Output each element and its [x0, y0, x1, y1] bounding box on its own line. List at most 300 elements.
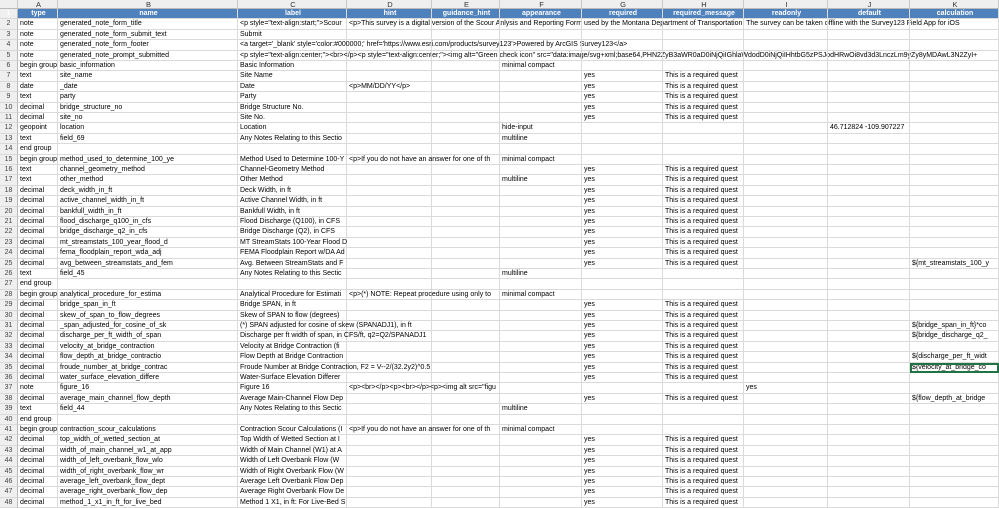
- cell-A[interactable]: decimal: [18, 467, 58, 477]
- cell-D[interactable]: [347, 342, 432, 352]
- cell-J[interactable]: [828, 498, 910, 508]
- cell-K[interactable]: [910, 92, 999, 102]
- cell-B[interactable]: [58, 144, 238, 154]
- cell-I[interactable]: [744, 61, 828, 71]
- cell-D[interactable]: [347, 331, 432, 341]
- cell-G[interactable]: yes: [582, 238, 663, 248]
- cell-G[interactable]: [582, 30, 663, 40]
- row-number[interactable]: 42: [0, 435, 18, 445]
- cell-K[interactable]: [910, 311, 999, 321]
- cell-B[interactable]: top_width_of_wetted_section_at: [58, 435, 238, 445]
- column-letter-B[interactable]: B: [58, 0, 238, 9]
- cell-E[interactable]: [432, 61, 500, 71]
- cell-B[interactable]: generated_note_form_submit_text: [58, 30, 238, 40]
- cell-H[interactable]: [663, 19, 744, 29]
- cell-A[interactable]: decimal: [18, 342, 58, 352]
- cell-G[interactable]: [582, 61, 663, 71]
- cell-G[interactable]: yes: [582, 207, 663, 217]
- row-number[interactable]: 2: [0, 19, 18, 29]
- cell-G[interactable]: [582, 40, 663, 50]
- cell-C[interactable]: Average Main-Channel Flow Dep: [238, 394, 347, 404]
- cell-D[interactable]: [347, 394, 432, 404]
- cell-H[interactable]: [663, 383, 744, 393]
- cell-J[interactable]: [828, 196, 910, 206]
- cell-H[interactable]: [663, 425, 744, 435]
- cell-D[interactable]: <p>MM/DD/YY</p>: [347, 82, 432, 92]
- cell-B[interactable]: froude_number_at_bridge_contrac: [58, 363, 238, 373]
- column-letter-E[interactable]: E: [432, 0, 500, 9]
- cell-A[interactable]: decimal: [18, 435, 58, 445]
- cell-I[interactable]: [744, 467, 828, 477]
- cell-F[interactable]: [500, 311, 582, 321]
- cell-C[interactable]: Channel-Geometry Method: [238, 165, 347, 175]
- cell-H[interactable]: This is a required quest: [663, 435, 744, 445]
- row-number[interactable]: 6: [0, 61, 18, 71]
- cell-I[interactable]: [744, 217, 828, 227]
- cell-H[interactable]: This is a required quest: [663, 259, 744, 269]
- row-number[interactable]: 46: [0, 477, 18, 487]
- cell-C[interactable]: Water-Surface Elevation Differer: [238, 373, 347, 383]
- row-number[interactable]: 38: [0, 394, 18, 404]
- cell-I[interactable]: [744, 269, 828, 279]
- cell-G[interactable]: yes: [582, 227, 663, 237]
- cell-D[interactable]: [347, 269, 432, 279]
- cell-F[interactable]: [500, 352, 582, 362]
- cell-C[interactable]: Flow Depth at Bridge Contraction: [238, 352, 347, 362]
- cell-B[interactable]: field_69: [58, 134, 238, 144]
- cell-A[interactable]: decimal: [18, 217, 58, 227]
- column-letter-K[interactable]: K: [910, 0, 999, 9]
- row-number[interactable]: 44: [0, 456, 18, 466]
- cell-F[interactable]: [500, 51, 582, 61]
- row-number[interactable]: 29: [0, 300, 18, 310]
- cell-F[interactable]: multiline: [500, 134, 582, 144]
- cell-A[interactable]: geopoint: [18, 123, 58, 133]
- cell-D[interactable]: [347, 71, 432, 81]
- cell-E[interactable]: [432, 103, 500, 113]
- cell-I[interactable]: [744, 363, 828, 373]
- cell-K[interactable]: [910, 279, 999, 289]
- cell-H[interactable]: This is a required quest: [663, 186, 744, 196]
- cell-C[interactable]: Any Notes Relating to this Sectic: [238, 404, 347, 414]
- cell-E[interactable]: [432, 155, 500, 165]
- cell-B[interactable]: skew_of_span_to_flow_degrees: [58, 311, 238, 321]
- header-appearance[interactable]: appearance: [500, 9, 582, 19]
- cell-D[interactable]: [347, 175, 432, 185]
- cell-D[interactable]: [347, 456, 432, 466]
- cell-K[interactable]: [910, 144, 999, 154]
- cell-I[interactable]: [744, 155, 828, 165]
- cell-I[interactable]: [744, 415, 828, 425]
- cell-K[interactable]: [910, 123, 999, 133]
- cell-E[interactable]: [432, 82, 500, 92]
- cell-I[interactable]: [744, 498, 828, 508]
- cell-E[interactable]: [432, 123, 500, 133]
- row-number[interactable]: 39: [0, 404, 18, 414]
- cell-G[interactable]: yes: [582, 435, 663, 445]
- cell-E[interactable]: [432, 279, 500, 289]
- cell-C[interactable]: Contraction Scour Calculations (I: [238, 425, 347, 435]
- cell-F[interactable]: [500, 300, 582, 310]
- cell-A[interactable]: decimal: [18, 498, 58, 508]
- cell-C[interactable]: Method Used to Determine 100-Y: [238, 155, 347, 165]
- cell-J[interactable]: [828, 435, 910, 445]
- cell-A[interactable]: decimal: [18, 477, 58, 487]
- cell-J[interactable]: [828, 311, 910, 321]
- cell-I[interactable]: [744, 290, 828, 300]
- cell-B[interactable]: field_45: [58, 269, 238, 279]
- cell-E[interactable]: [432, 134, 500, 144]
- cell-E[interactable]: [432, 51, 500, 61]
- cell-D[interactable]: <p>(*) NOTE: Repeat procedure using only to: [347, 290, 432, 300]
- cell-G[interactable]: yes: [582, 217, 663, 227]
- cell-B[interactable]: average_left_overbank_flow_dept: [58, 477, 238, 487]
- cell-K[interactable]: [910, 82, 999, 92]
- cell-J[interactable]: [828, 383, 910, 393]
- cell-D[interactable]: [347, 373, 432, 383]
- cell-D[interactable]: [347, 487, 432, 497]
- cell-G[interactable]: [582, 144, 663, 154]
- cell-J[interactable]: [828, 331, 910, 341]
- cell-A[interactable]: begin group: [18, 61, 58, 71]
- cell-F[interactable]: [500, 248, 582, 258]
- cell-H[interactable]: This is a required quest: [663, 71, 744, 81]
- cell-D[interactable]: [347, 165, 432, 175]
- cell-D[interactable]: [347, 238, 432, 248]
- cell-B[interactable]: flow_depth_at_bridge_contractio: [58, 352, 238, 362]
- cell-G[interactable]: yes: [582, 186, 663, 196]
- cell-E[interactable]: [432, 30, 500, 40]
- cell-H[interactable]: [663, 30, 744, 40]
- cell-C[interactable]: Site Name: [238, 71, 347, 81]
- row-number[interactable]: 31: [0, 321, 18, 331]
- cell-B[interactable]: contraction_scour_calculations: [58, 425, 238, 435]
- cell-C[interactable]: <p style="text-align:center;"><br></p><p style="text-align:center;"><img alt="Green check icon" src="data:image/svg+xml;base64,PHN2ZyB3aWR0aD0iNjQiIGhlaWdodD0iNjQiIHhtbG5zPSJodHRwOi8vd3d3LnczLm9yZy8yMDAwL3N2ZyI+: [238, 51, 347, 61]
- cell-G[interactable]: [582, 383, 663, 393]
- cell-H[interactable]: This is a required quest: [663, 207, 744, 217]
- cell-C[interactable]: Date: [238, 82, 347, 92]
- cell-B[interactable]: fema_floodplain_report_wda_adj: [58, 248, 238, 258]
- cell-K[interactable]: [910, 103, 999, 113]
- cell-B[interactable]: _span_adjusted_for_cosine_of_sk: [58, 321, 238, 331]
- cell-K[interactable]: [910, 487, 999, 497]
- cell-G[interactable]: yes: [582, 352, 663, 362]
- cell-F[interactable]: [500, 415, 582, 425]
- cell-G[interactable]: yes: [582, 259, 663, 269]
- row-number[interactable]: 28: [0, 290, 18, 300]
- cell-F[interactable]: [500, 186, 582, 196]
- cell-F[interactable]: [500, 40, 582, 50]
- cell-B[interactable]: basic_information: [58, 61, 238, 71]
- row-number[interactable]: 11: [0, 113, 18, 123]
- cell-H[interactable]: This is a required quest: [663, 352, 744, 362]
- header-required_message[interactable]: required_message: [663, 9, 744, 19]
- cell-K[interactable]: ${discharge_per_ft_widt: [910, 352, 999, 362]
- cell-G[interactable]: yes: [582, 300, 663, 310]
- cell-F[interactable]: [500, 103, 582, 113]
- cell-E[interactable]: [432, 467, 500, 477]
- cell-B[interactable]: bankfull_width_in_ft: [58, 207, 238, 217]
- cell-K[interactable]: [910, 134, 999, 144]
- cell-F[interactable]: [500, 331, 582, 341]
- row-number[interactable]: 3: [0, 30, 18, 40]
- cell-I[interactable]: [744, 435, 828, 445]
- cell-K[interactable]: [910, 155, 999, 165]
- cell-G[interactable]: [582, 155, 663, 165]
- cell-H[interactable]: This is a required quest: [663, 321, 744, 331]
- cell-C[interactable]: Any Notes Relating to this Sectic: [238, 269, 347, 279]
- cell-B[interactable]: width_of_main_channel_w1_at_app: [58, 446, 238, 456]
- cell-J[interactable]: [828, 92, 910, 102]
- cell-J[interactable]: [828, 71, 910, 81]
- row-number[interactable]: 43: [0, 446, 18, 456]
- cell-G[interactable]: yes: [582, 394, 663, 404]
- cell-J[interactable]: [828, 103, 910, 113]
- cell-J[interactable]: [828, 155, 910, 165]
- cell-G[interactable]: yes: [582, 498, 663, 508]
- cell-G[interactable]: [582, 123, 663, 133]
- cell-G[interactable]: [582, 290, 663, 300]
- cell-F[interactable]: [500, 71, 582, 81]
- cell-K[interactable]: [910, 456, 999, 466]
- cell-D[interactable]: [347, 227, 432, 237]
- cell-B[interactable]: deck_width_in_ft: [58, 186, 238, 196]
- cell-G[interactable]: yes: [582, 175, 663, 185]
- cell-I[interactable]: [744, 342, 828, 352]
- cell-K[interactable]: [910, 467, 999, 477]
- cell-I[interactable]: [744, 82, 828, 92]
- cell-I[interactable]: [744, 373, 828, 383]
- cell-D[interactable]: [347, 498, 432, 508]
- cell-B[interactable]: bridge_structure_no: [58, 103, 238, 113]
- cell-C[interactable]: Active Channel Width, in ft: [238, 196, 347, 206]
- cell-F[interactable]: [500, 165, 582, 175]
- cell-H[interactable]: This is a required quest: [663, 498, 744, 508]
- cell-J[interactable]: [828, 40, 910, 50]
- cell-D[interactable]: [347, 92, 432, 102]
- header-calculation[interactable]: calculation: [910, 9, 999, 19]
- row-number[interactable]: 8: [0, 82, 18, 92]
- cell-F[interactable]: [500, 259, 582, 269]
- cell-E[interactable]: [432, 383, 500, 393]
- header-type[interactable]: type: [18, 9, 58, 19]
- cell-A[interactable]: end group: [18, 279, 58, 289]
- cell-A[interactable]: begin group: [18, 155, 58, 165]
- row-number[interactable]: 5: [0, 51, 18, 61]
- cell-J[interactable]: [828, 487, 910, 497]
- cell-A[interactable]: end group: [18, 144, 58, 154]
- cell-K[interactable]: [910, 71, 999, 81]
- cell-D[interactable]: <p>If you do not have an answer for one of th: [347, 425, 432, 435]
- cell-E[interactable]: [432, 196, 500, 206]
- cell-A[interactable]: text: [18, 92, 58, 102]
- cell-A[interactable]: decimal: [18, 186, 58, 196]
- cell-B[interactable]: _date: [58, 82, 238, 92]
- row-number[interactable]: 23: [0, 238, 18, 248]
- cell-B[interactable]: bridge_discharge_q2_in_cfs: [58, 227, 238, 237]
- cell-B[interactable]: party: [58, 92, 238, 102]
- cell-F[interactable]: [500, 92, 582, 102]
- cell-G[interactable]: yes: [582, 446, 663, 456]
- cell-B[interactable]: method_1_x1_in_ft_for_live_bed: [58, 498, 238, 508]
- cell-D[interactable]: [347, 321, 432, 331]
- cell-J[interactable]: [828, 352, 910, 362]
- cell-C[interactable]: Width of Right Overbank Flow (W: [238, 467, 347, 477]
- cell-G[interactable]: [582, 425, 663, 435]
- cell-B[interactable]: [58, 415, 238, 425]
- cell-I[interactable]: [744, 196, 828, 206]
- cell-K[interactable]: [910, 383, 999, 393]
- column-letter-F[interactable]: F: [500, 0, 582, 9]
- cell-A[interactable]: decimal: [18, 331, 58, 341]
- cell-A[interactable]: decimal: [18, 311, 58, 321]
- cell-H[interactable]: This is a required quest: [663, 248, 744, 258]
- cell-K[interactable]: ${mt_streamstats_100_y: [910, 259, 999, 269]
- cell-E[interactable]: [432, 144, 500, 154]
- cell-C[interactable]: Average Left Overbank Flow Dep: [238, 477, 347, 487]
- row-number[interactable]: 14: [0, 144, 18, 154]
- cell-D[interactable]: [347, 123, 432, 133]
- cell-J[interactable]: [828, 144, 910, 154]
- cell-I[interactable]: [744, 92, 828, 102]
- cell-J[interactable]: [828, 30, 910, 40]
- cell-B[interactable]: mt_streamstats_100_year_flood_d: [58, 238, 238, 248]
- row-number[interactable]: 25: [0, 259, 18, 269]
- cell-A[interactable]: decimal: [18, 238, 58, 248]
- cell-F[interactable]: [500, 487, 582, 497]
- cell-G[interactable]: yes: [582, 82, 663, 92]
- cell-K[interactable]: [910, 196, 999, 206]
- cell-C[interactable]: Skew of SPAN to flow (degrees): [238, 311, 347, 321]
- header-default[interactable]: default: [828, 9, 910, 19]
- cell-B[interactable]: location: [58, 123, 238, 133]
- cell-E[interactable]: [432, 456, 500, 466]
- row-number[interactable]: 1: [0, 9, 18, 19]
- row-number[interactable]: 27: [0, 279, 18, 289]
- cell-J[interactable]: [828, 446, 910, 456]
- cell-C[interactable]: [238, 144, 347, 154]
- row-number[interactable]: 48: [0, 498, 18, 508]
- cell-E[interactable]: [432, 300, 500, 310]
- cell-E[interactable]: [432, 92, 500, 102]
- cell-B[interactable]: field_44: [58, 404, 238, 414]
- cell-K[interactable]: [910, 498, 999, 508]
- cell-B[interactable]: active_channel_width_in_ft: [58, 196, 238, 206]
- cell-G[interactable]: yes: [582, 196, 663, 206]
- cell-J[interactable]: [828, 394, 910, 404]
- cell-H[interactable]: This is a required quest: [663, 373, 744, 383]
- cell-A[interactable]: decimal: [18, 113, 58, 123]
- cell-C[interactable]: Discharge per ft width of span, in CFS/ft, q2=Q2/SPANADJ1: [238, 331, 347, 341]
- row-number[interactable]: 17: [0, 175, 18, 185]
- cell-F[interactable]: [500, 82, 582, 92]
- cell-G[interactable]: yes: [582, 342, 663, 352]
- cell-A[interactable]: decimal: [18, 373, 58, 383]
- cell-A[interactable]: decimal: [18, 227, 58, 237]
- cell-K[interactable]: [910, 404, 999, 414]
- cell-A[interactable]: decimal: [18, 207, 58, 217]
- cell-K[interactable]: ${bridge_span_in_ft}*co: [910, 321, 999, 331]
- cell-H[interactable]: This is a required quest: [663, 82, 744, 92]
- cell-A[interactable]: decimal: [18, 321, 58, 331]
- cell-I[interactable]: [744, 331, 828, 341]
- cell-A[interactable]: note: [18, 383, 58, 393]
- cell-F[interactable]: [500, 363, 582, 373]
- cell-D[interactable]: [347, 311, 432, 321]
- header-readonly[interactable]: readonly: [744, 9, 828, 19]
- row-number[interactable]: 12: [0, 123, 18, 133]
- cell-J[interactable]: [828, 134, 910, 144]
- row-number[interactable]: 32: [0, 331, 18, 341]
- cell-K[interactable]: [910, 227, 999, 237]
- cell-H[interactable]: This is a required quest: [663, 217, 744, 227]
- cell-A[interactable]: decimal: [18, 394, 58, 404]
- cell-K[interactable]: [910, 113, 999, 123]
- cell-D[interactable]: [347, 363, 432, 373]
- cell-J[interactable]: [828, 259, 910, 269]
- cell-B[interactable]: generated_note_form_footer: [58, 40, 238, 50]
- cell-F[interactable]: [500, 207, 582, 217]
- cell-H[interactable]: This is a required quest: [663, 175, 744, 185]
- cell-A[interactable]: decimal: [18, 259, 58, 269]
- cell-A[interactable]: decimal: [18, 300, 58, 310]
- cell-H[interactable]: [663, 415, 744, 425]
- cell-I[interactable]: [744, 477, 828, 487]
- cell-I[interactable]: [744, 134, 828, 144]
- cell-C[interactable]: Bridge Discharge (Q2), in CFS: [238, 227, 347, 237]
- cell-H[interactable]: [663, 123, 744, 133]
- cell-C[interactable]: Basic Information: [238, 61, 347, 71]
- cell-F[interactable]: [500, 19, 582, 29]
- cell-K[interactable]: [910, 425, 999, 435]
- cell-F[interactable]: [500, 279, 582, 289]
- cell-I[interactable]: [744, 248, 828, 258]
- cell-K[interactable]: [910, 477, 999, 487]
- cell-K[interactable]: [910, 435, 999, 445]
- cell-C[interactable]: Party: [238, 92, 347, 102]
- column-letter-A[interactable]: A: [18, 0, 58, 9]
- cell-F[interactable]: [500, 467, 582, 477]
- cell-F[interactable]: [500, 113, 582, 123]
- cell-J[interactable]: [828, 113, 910, 123]
- cell-H[interactable]: [663, 134, 744, 144]
- row-number[interactable]: 21: [0, 217, 18, 227]
- cell-I[interactable]: [744, 404, 828, 414]
- cell-F[interactable]: minimal compact: [500, 425, 582, 435]
- select-all-corner[interactable]: [0, 0, 18, 9]
- row-number[interactable]: 13: [0, 134, 18, 144]
- cell-G[interactable]: yes: [582, 331, 663, 341]
- cell-H[interactable]: [663, 40, 744, 50]
- cell-J[interactable]: [828, 248, 910, 258]
- cell-I[interactable]: [744, 30, 828, 40]
- cell-A[interactable]: text: [18, 134, 58, 144]
- cell-F[interactable]: [500, 321, 582, 331]
- cell-K[interactable]: ${bridge_discharge_q2_: [910, 331, 999, 341]
- cell-H[interactable]: [663, 290, 744, 300]
- cell-E[interactable]: [432, 175, 500, 185]
- cell-H[interactable]: This is a required quest: [663, 456, 744, 466]
- cell-B[interactable]: width_of_left_overbank_flow_wlo: [58, 456, 238, 466]
- cell-A[interactable]: decimal: [18, 352, 58, 362]
- row-number[interactable]: 45: [0, 467, 18, 477]
- cell-E[interactable]: [432, 404, 500, 414]
- cell-A[interactable]: decimal: [18, 196, 58, 206]
- cell-F[interactable]: [500, 498, 582, 508]
- cell-H[interactable]: [663, 269, 744, 279]
- cell-F[interactable]: [500, 238, 582, 248]
- cell-H[interactable]: [663, 61, 744, 71]
